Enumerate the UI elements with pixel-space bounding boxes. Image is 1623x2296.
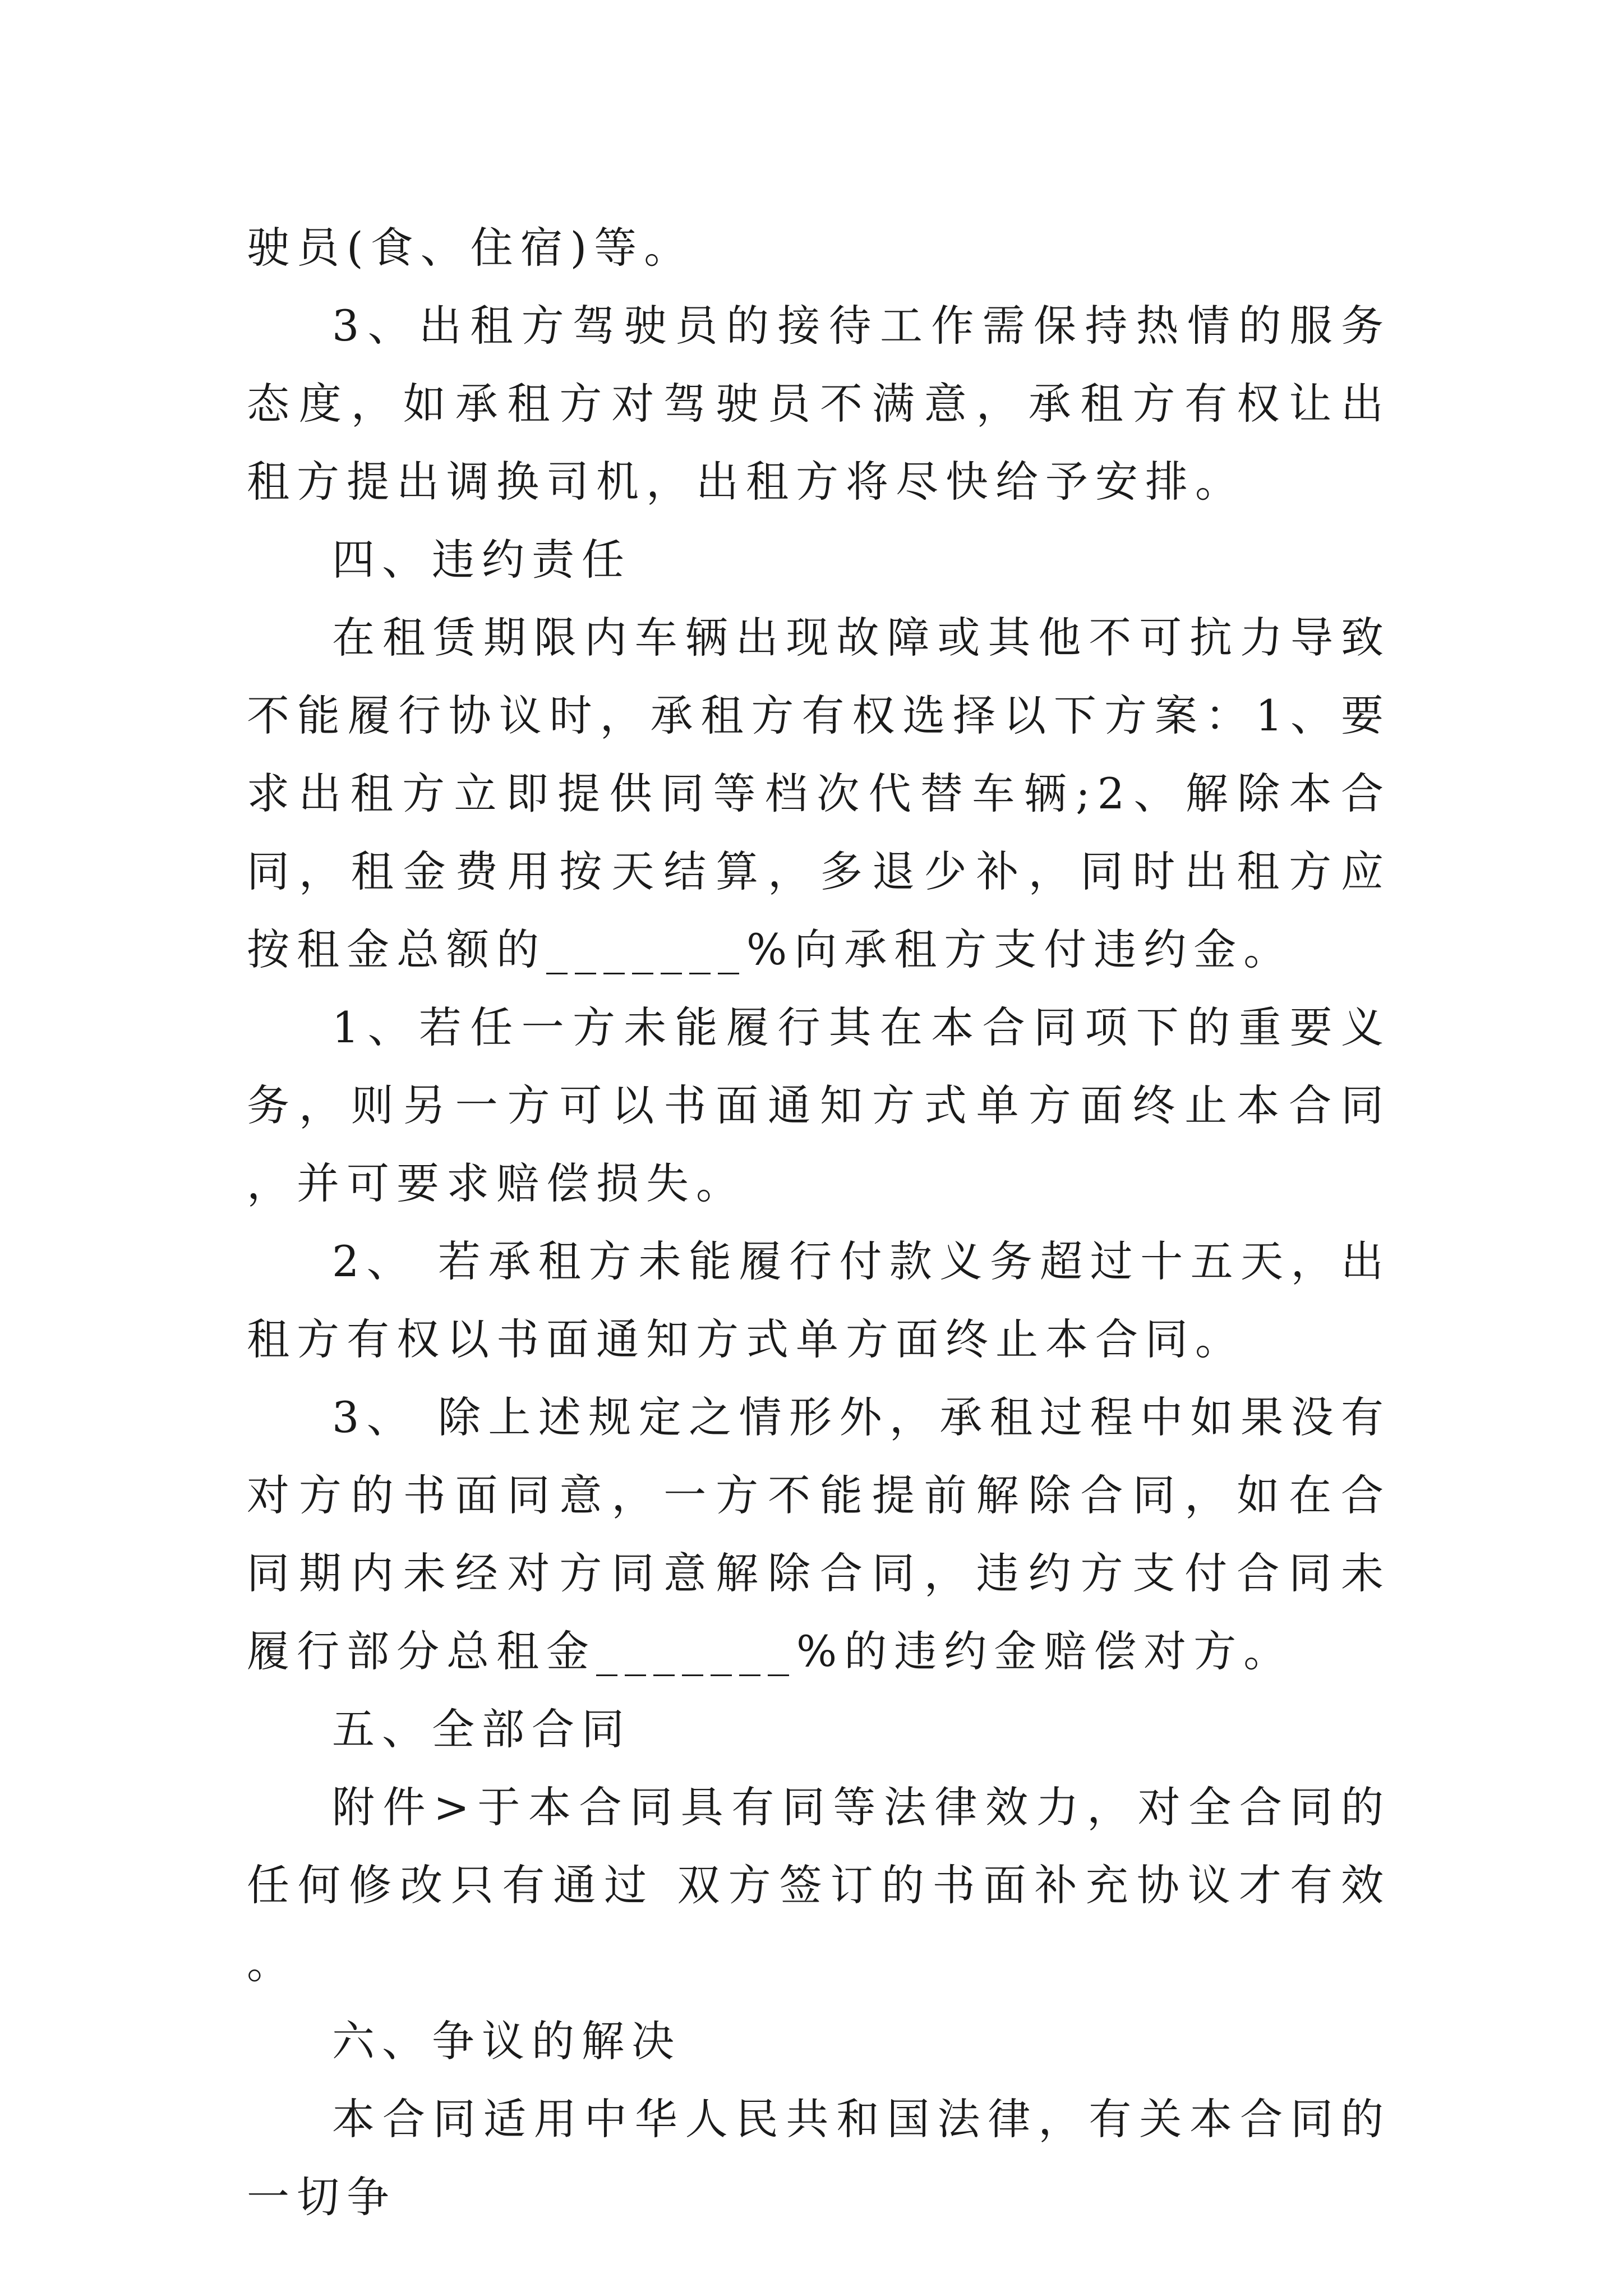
section-heading-entire-contract: 五、全部合同 [332,1704,631,1754]
section-heading-breach: 四、违约责任 [332,535,631,585]
paragraph-attachments: 附件>于本合同具有同等法律效力，对全合同的任何修改只有通过 双方签订的书面补充协议才有效。 [247,1782,1391,1988]
paragraph-termination-payment: 2、 若承租方未能履行付款义务超过十五天，出租方有权以书面通知方式单方面终止本合同。 [247,1236,1391,1364]
section-heading-dispute: 六、争议的解决 [332,2016,681,2066]
paragraph-vehicle-fault: 在租赁期限内车辆出现故障或其他不可抗力导致不能履行协议时，承租方有权选择以下方案：1、要求出租方立即提供同等档次代替车辆;2、解除本合同，租金费用按天结算，多退少补，同时出租方应按租金总额的_______%向承租方支付违约金。 [247,613,1391,974]
paragraph-driver-service: 3、出租方驾驶员的接待工作需保持热情的服务态度，如承租方对驾驶员不满意，承租方有权让出租方提出调换司机，出租方将尽快给予安排。 [247,301,1391,507]
paragraph-continuation: 驶员(食、住宿)等。 [247,223,694,273]
paragraph-termination-obligation: 1、若任一方未能履行其在本合同项下的重要义务，则另一方可以书面通知方式单方面终止本合同，并可要求赔偿损失。 [247,1002,1391,1208]
document-body [247,209,1391,2236]
paragraph-early-termination: 3、 除上述规定之情形外，承租过程中如果没有对方的书面同意，一方不能提前解除合同，如在合同期内未经对方同意解除合同，违约方支付合同未履行部分总租金_______%的违约金赔偿对方。 [247,1392,1391,1676]
paragraph-governing-law: 本合同适用中华人民共和国法律，有关本合同的一切争 [247,2094,1391,2222]
